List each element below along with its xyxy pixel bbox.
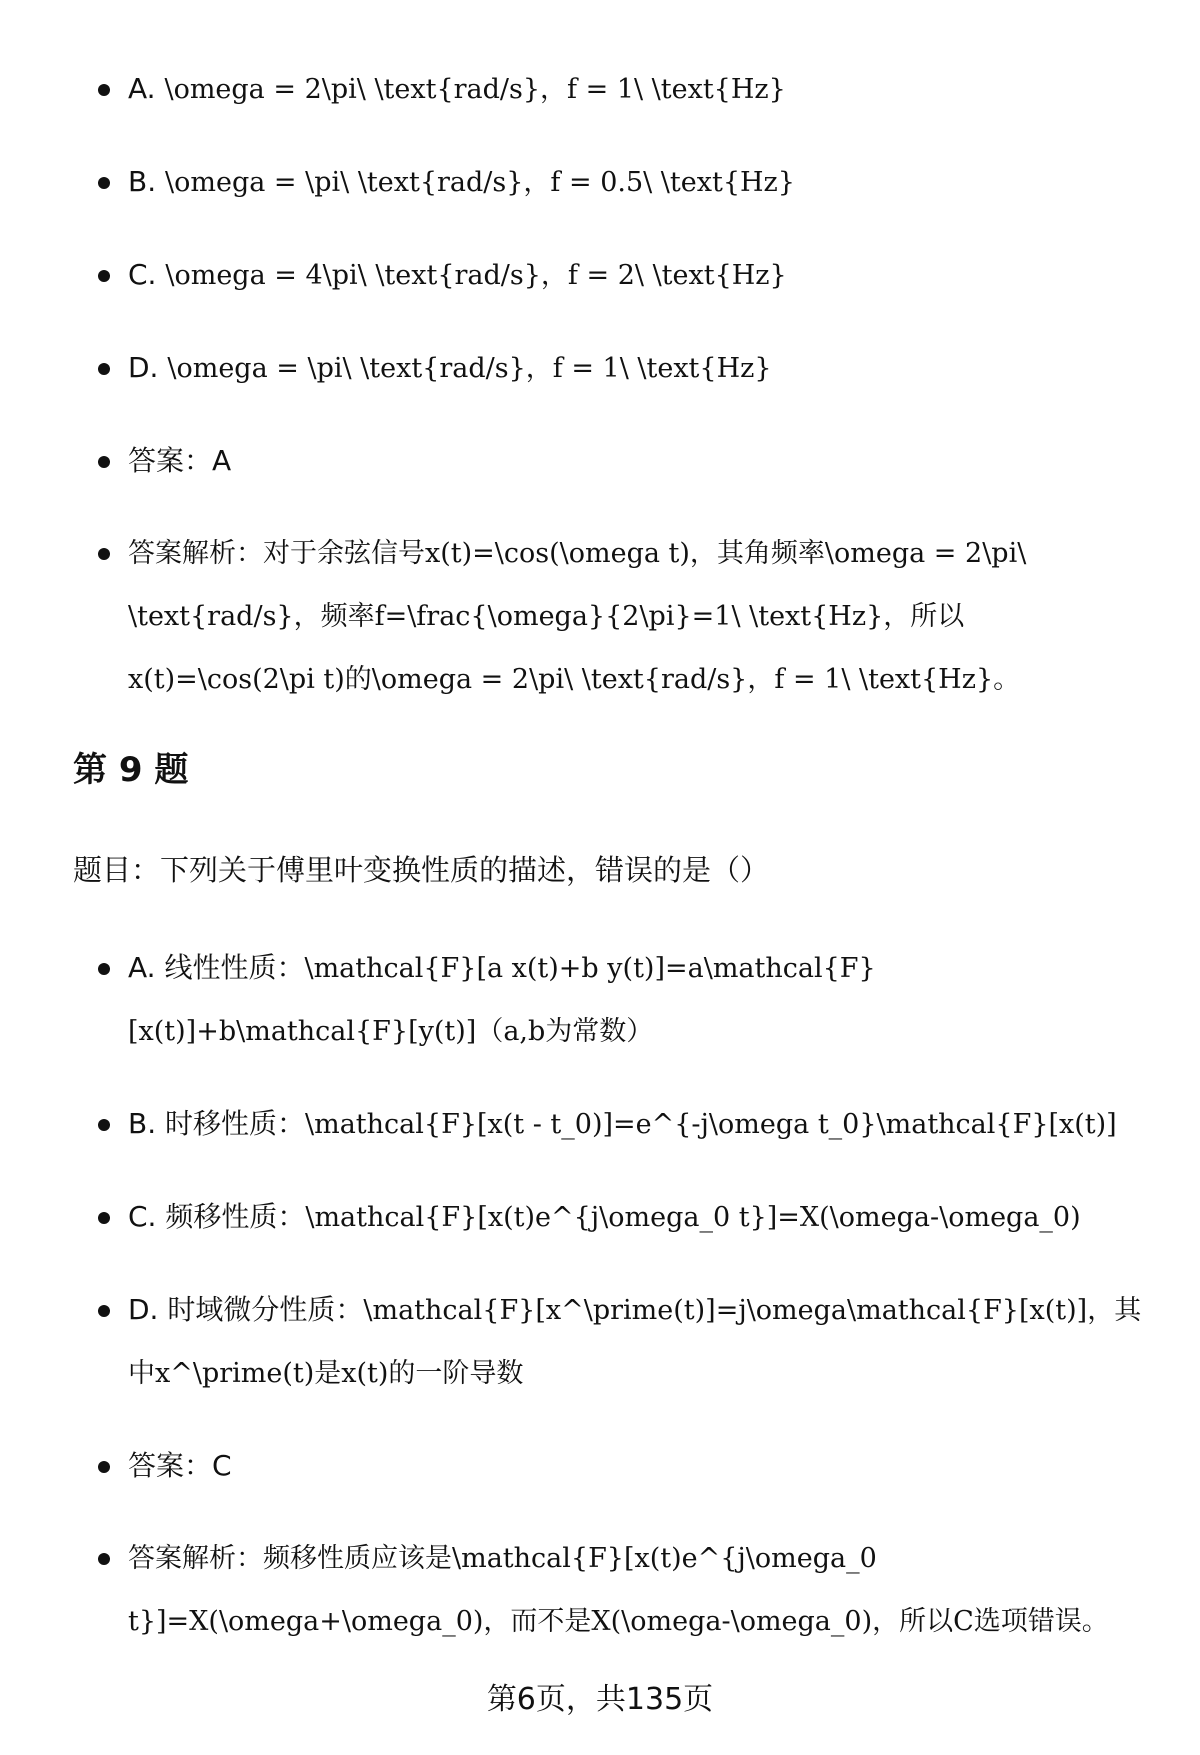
option-b <box>0 1093 1200 1156</box>
option-label: D. <box>128 351 168 384</box>
bullet-icon <box>98 177 110 189</box>
option-label: B. 时移性质： <box>128 1107 306 1140</box>
option-formula: \mathcal{F}[x(t - t_0)]=e^{-j\omega t_0}\mathcal{F}[x(t)] <box>305 1109 1117 1140</box>
option-c <box>0 244 1200 307</box>
option-label: A. <box>128 72 165 105</box>
bullet-icon <box>98 548 110 560</box>
analysis-item <box>0 522 1200 711</box>
bullet-icon <box>98 270 110 282</box>
option-formula: \mathcal{F}[x(t)e^{j\omega_0 t}]=X(\omega-\omega_0) <box>305 1202 1081 1233</box>
option-a <box>0 937 1200 1063</box>
bullet-icon <box>98 1553 110 1565</box>
bullet-icon <box>98 84 110 96</box>
page-number: 第6页，共135页 <box>486 1682 714 1717</box>
option-formula: \mathcal{F}[a x(t)+b y(t)]=a\mathcal{F}[x(t)]+b\mathcal{F}[y(t)]（a,b为常数） <box>128 953 876 1047</box>
option-d <box>0 1279 1200 1405</box>
option-formula: \omega = 4\pi\ \text{rad/s}，f = 2\ \text{Hz} <box>165 260 787 291</box>
question-9-list <box>0 937 1200 1683</box>
bullet-icon <box>98 1461 110 1473</box>
option-label: C. <box>128 258 166 291</box>
question-9-heading: 第 9 题 <box>73 750 189 790</box>
bullet-icon <box>98 1212 110 1224</box>
bullet-icon <box>98 456 110 468</box>
option-label: A. 线性性质： <box>128 951 305 984</box>
answer-item <box>0 1435 1200 1497</box>
answer-text: 答案：A <box>128 444 232 477</box>
option-label: C. 频移性质： <box>128 1200 306 1233</box>
option-formula: \omega = 2\pi\ \text{rad/s}，f = 1\ \text{Hz} <box>164 74 786 105</box>
option-label: B. <box>128 165 166 198</box>
bullet-icon <box>98 1305 110 1317</box>
bullet-icon <box>98 963 110 975</box>
question-9-prompt: 题目：下列关于傅里叶变换性质的描述，错误的是（） <box>73 853 770 887</box>
answer-item <box>0 430 1200 492</box>
option-formula: \omega = \pi\ \text{rad/s}，f = 1\ \text{Hz} <box>167 353 772 384</box>
option-c <box>0 1186 1200 1249</box>
analysis-text: 答案解析：对于余弦信号x(t)=\cos(\omega t)，其角频率\omega = 2\pi\ \text{rad/s}，频率f=\frac{\omega}{2\pi}=1\ \text{Hz}，所以x(t)=\cos(2\pi t)的\omega = 2\pi\ \text{rad/s}，f = 1\ \text{Hz}。 <box>128 538 1027 695</box>
bullet-icon <box>98 1119 110 1131</box>
bullet-icon <box>98 363 110 375</box>
option-label: D. 时域微分性质： <box>128 1293 364 1326</box>
question-8-list <box>0 58 1200 741</box>
option-d <box>0 337 1200 400</box>
analysis-text: 答案解析：频移性质应该是\mathcal{F}[x(t)e^{j\omega_0 t}]=X(\omega+\omega_0)，而不是X(\omega-\omega_0)，所以C选项错误。 <box>128 1543 1109 1637</box>
option-b <box>0 151 1200 214</box>
analysis-item <box>0 1527 1200 1653</box>
option-formula: \omega = \pi\ \text{rad/s}，f = 0.5\ \text{Hz} <box>165 167 795 198</box>
answer-text: 答案：C <box>128 1449 232 1482</box>
option-a <box>0 58 1200 121</box>
option-formula: \mathcal{F}[x^\prime(t)]=j\omega\mathcal{F}[x(t)]，其中x^\prime(t)是x(t)的一阶导数 <box>128 1295 1142 1389</box>
